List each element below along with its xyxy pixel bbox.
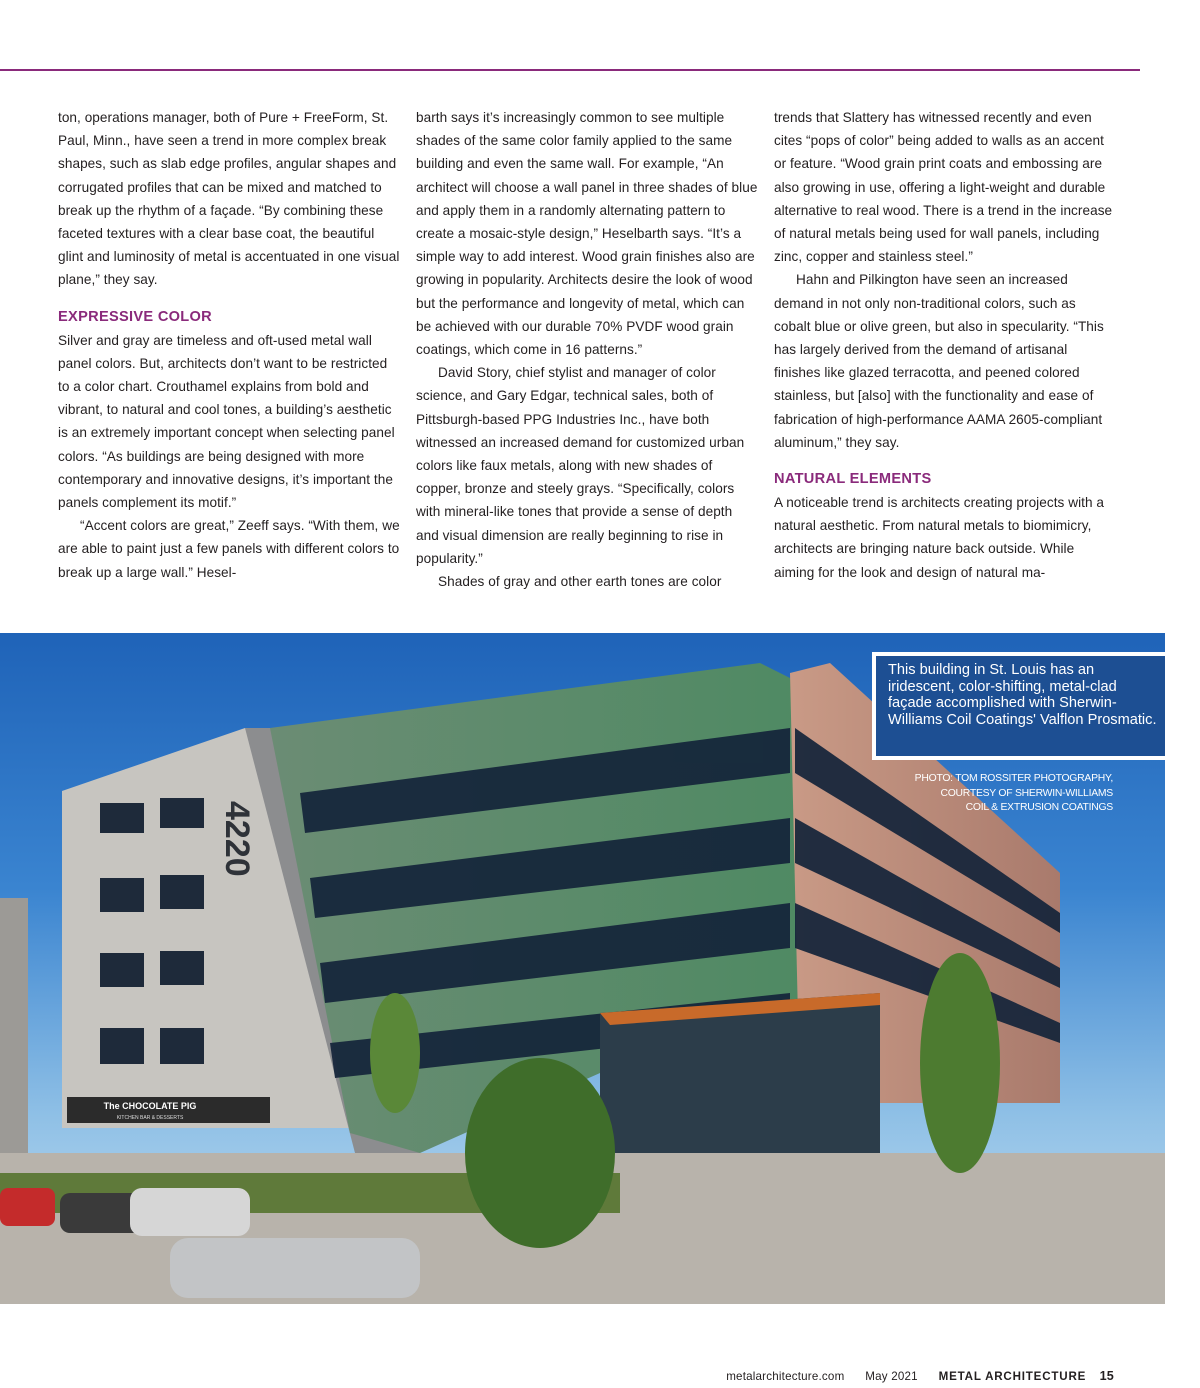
restaurant-sign-text: The CHOCOLATE PIG [103,1101,197,1111]
section-heading-expressive-color: EXPRESSIVE COLOR [58,308,213,325]
silo [0,898,28,1158]
paragraph: trends that Slattery has witnessed recently and even cites “pops of color” being added to walls as an accent or feature. “Wood grain print coats and embossing are also growing in use, offering a light-weight and durable alternative to real wood. There is a trend in the increase of natural metals being used for wall panels, including zinc, copper and stainless steel.” [774,110,1113,265]
paragraph: “Accent colors are great,” Zeeff says. “With them, we are able to paint just a few panels with different colors to break up a large wall.” Hesel- [58,518,400,580]
footer-site: metalarchitecture.com [726,1370,845,1383]
paragraph: ton, operations manager, both of Pure + FreeForm, St. Paul, Minn., have seen a trend in more complex break shapes, such as slab edge profiles, angular shapes and corrugated profiles that can be mixed and matched to break up the rhythm of a façade. “By combining these faceted textures with a clear base coat, the beautiful glint and luminosity of metal is accentuated in one visual plane,” they say. [58,110,400,288]
car [170,1238,420,1298]
photo-credit-line: PHOTO: TOM ROSSITER PHOTOGRAPHY, [914,773,1113,784]
paragraph: Silver and gray are timeless and oft-used metal wall panel colors. But, architects don’t want to be restricted to a color chart. Crouthamel explains from bold and vibrant, to natural and cool tones, a building’s aesthetic is an extremely important concept when selecting panel colors. “As buildings are being designed with more contemporary and innovative designs, it’s important the panels complement its motif.” [58,332,395,511]
tree [370,993,420,1113]
photo-caption-box [872,652,1165,760]
building-number: 4220 [218,801,256,877]
car [0,1188,55,1226]
article-column-2 [416,106,758,593]
top-rule [0,69,1140,71]
tree [920,953,1000,1173]
page-footer [726,1369,1114,1383]
photo-credit-line: COURTESY OF SHERWIN-WILLIAMS [940,787,1113,799]
tree [465,1058,615,1248]
photo-caption: This building in St. Louis has an iridescent, color-shifting, metal-clad façade accomplished with Sherwin-Williams Coil Coatings' Valflon Prosmatic. [876,656,1165,756]
section-heading-natural-elements: NATURAL ELEMENTS [774,471,932,488]
article-column-3 [774,106,1116,584]
paragraph: barth says it’s increasingly common to see multiple shades of the same color family applied to the same building and even the same wall. For example, “An architect will choose a wall panel in three shades of blue and apply them in a randomly alternating pattern to create a mosaic-style design,” Heselbarth says. “It’s a simple way to add interest. Wood grain finishes also are growing in popularity. Architects desire the look of wood but the performance and longevity of metal, which can be achieved with our durable 70% PVDF wood grain coatings, which come in 16 patterns.” [416,110,758,358]
article-column-1 [58,106,400,584]
footer-date: May 2021 [865,1370,918,1383]
paragraph: Shades of gray and other earth tones are color [438,574,722,590]
restaurant-sign-subtext: KITCHEN BAR & DESSERTS [116,1115,184,1121]
footer-magazine: METAL ARCHITECTURE [938,1370,1087,1383]
photo-credit [880,772,1113,816]
paragraph: David Story, chief stylist and manager of color science, and Gary Edgar, technical sales, both of Pittsburgh-based PPG Industries Inc., have both witnessed an increased demand for customized urban colors like faux metals, along with new shades of copper, bronze and steely grays. “Specifically, colors with mineral-like tones that provide a sense of depth and visual dimension are really beginning to rise in popularity.” [416,365,745,566]
car [130,1188,250,1236]
photo-credit-line: COIL & EXTRUSION COATINGS [965,802,1113,814]
paragraph: Hahn and Pilkington have seen an increased demand in not only non-traditional colors, such as cobalt blue or olive green, but also in specularity. “This has largely derived from the demand of artisanal finishes like glazed terracotta, and peened colored stainless, but [also] with the functionality and ease of fabrication of high-performance AAMA 2605-compliant aluminum,” they say. [774,272,1104,450]
paragraph: A noticeable trend is architects creating projects with a natural aesthetic. From natural metals to biomimicry, architects are bringing nature back outside. While aiming for the look and design of natural ma- [774,495,1105,580]
page-number: 15 [1099,1369,1114,1383]
